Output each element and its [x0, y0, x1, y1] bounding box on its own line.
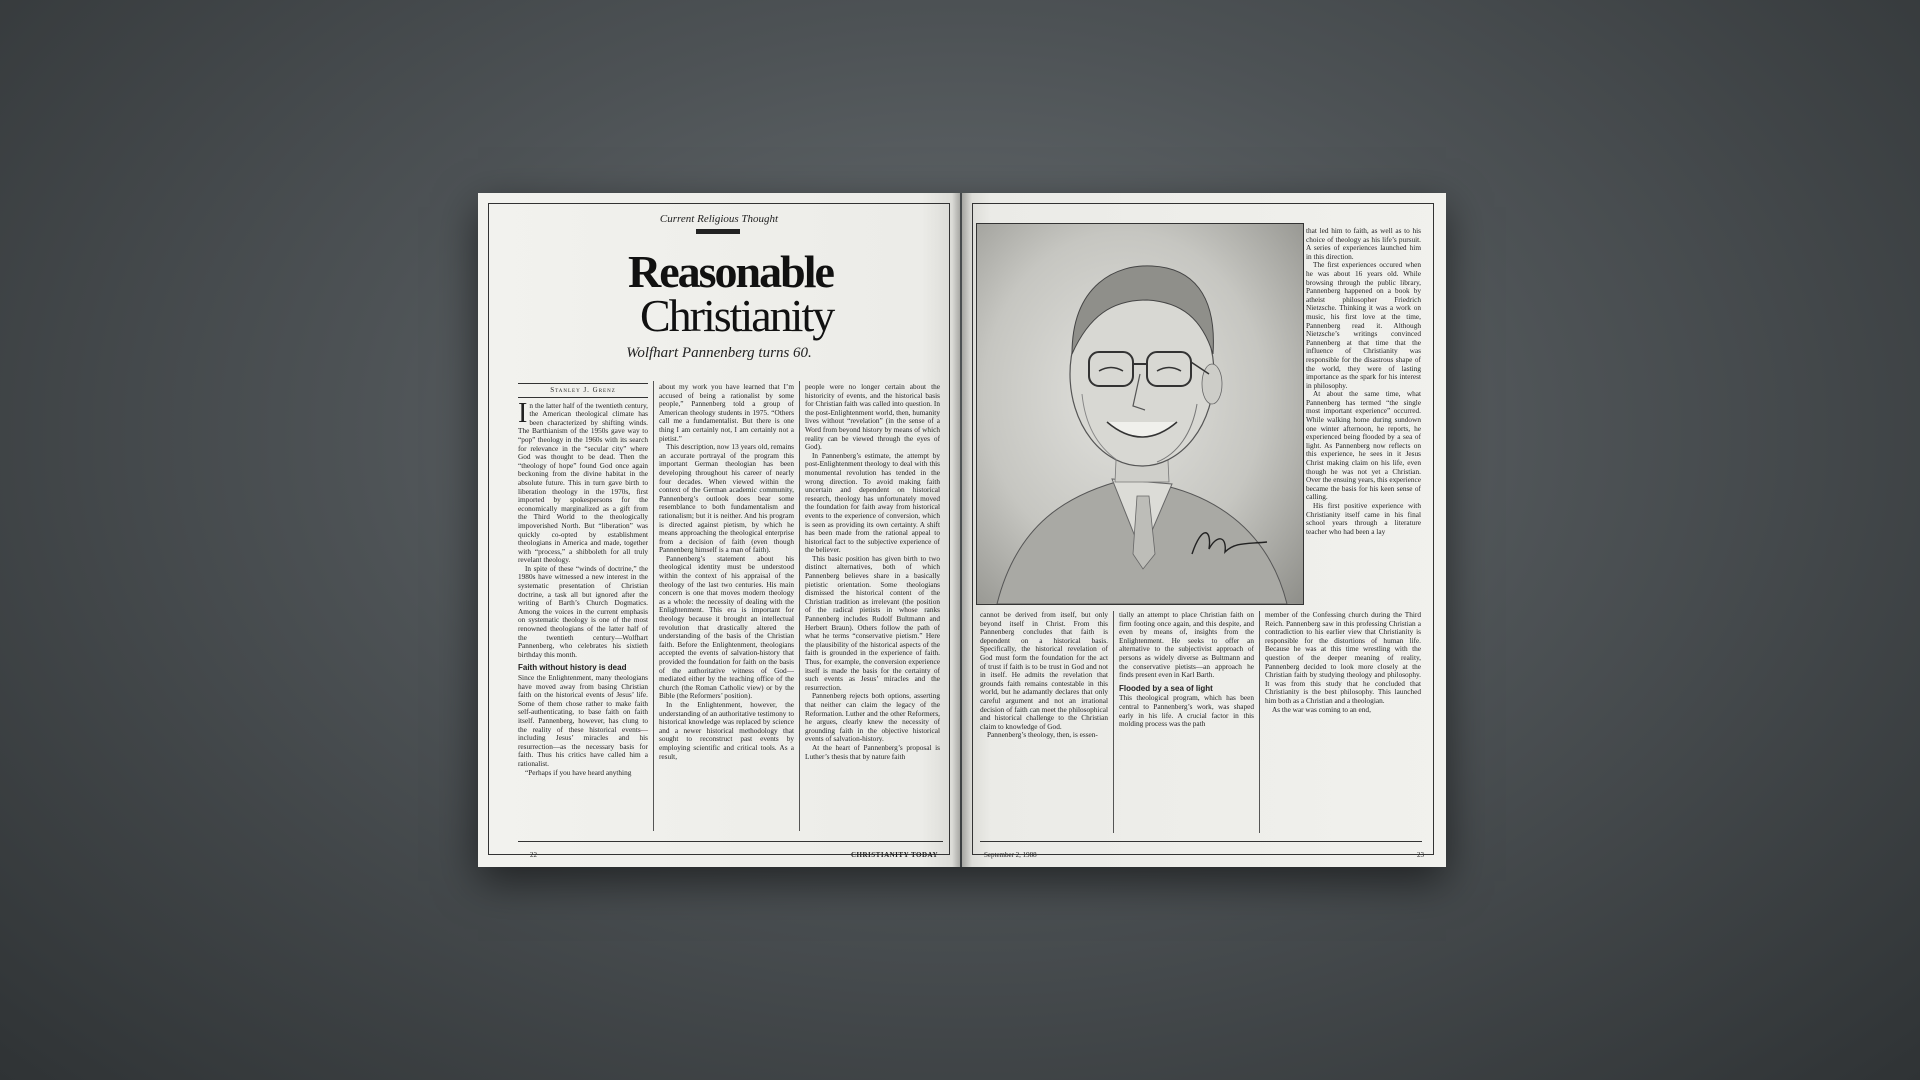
paragraph: member of the Confessing church during the Third Reich. Pannenberg saw in this professing Christian a contradiction to his earlier view that Christianity is responsible for the distortions of human life. Because he was at this time wrestling with the question of the deeper meaning of reality, Pannenberg decided to look more closely at the Christian faith by studying theology and philosophy. It was from this study that he concluded that Christianity is the best philosophy. This launched him both as a Christian and a theologian. — [1265, 611, 1421, 705]
paragraph: Since the Enlightenment, many theologians have moved away from basing Christian faith on the historical events of Jesus’ life. Some of them chose rather to make faith self-authenticating, to base faith on faith itself. Pannenberg, however, has clung to the reality of these historical events—including Jesus’ miracles and his resurrection—as the necessary basis for faith. Thus his critics have called him a rationalist. — [518, 673, 648, 768]
paragraph: Pannenberg rejects both options, asserting that neither can claim the legacy of the Reformation. Luther and the other Reformers, he argues, clearly knew the necessity of grounding faith in the objective historical events of salvation-history. — [805, 691, 940, 744]
byline: Stanley J. Grenz — [518, 383, 648, 398]
paragraph: At about the same time, what Pannenberg has termed “the single most important experience” occurred. While walking home during sundown one winter afternoon, he reports, he experienced being flooded by a sea of light. As Pannenberg now reflects on this experience, he sees in it Jesus Christ making claim on his life, even though he was not yet a Christian. Over the ensuing years, this experience became the basis for his keen sense of calling. — [1306, 389, 1421, 502]
paragraph: In Pannenberg’s estimate, the attempt by post-Enlightenment theology to deal with this monumental revolution has tended in the wrong direction. To avoid making faith uncertain and dependent on historical research, theology has unfortunately moved the foundation for faith away from historical events to the experience of conversion, which is seen as providing its own certainty. A shift has been made from the rational appeal to historical fact to the subjective experience of the believer. — [805, 450, 940, 555]
left-page — [478, 193, 960, 867]
right-page — [962, 193, 1446, 867]
section-heading: Faith without history is dead — [518, 663, 627, 673]
article-deck: Wolfhart Pannenberg turns 60. — [626, 345, 812, 361]
page-number: 23 — [1417, 851, 1424, 859]
section-kicker: Current Religious Thought — [659, 213, 779, 225]
magazine-spread — [478, 193, 1446, 867]
paragraph: cannot be derived from itself, but only beyond itself in Christ. From this Pannenberg concludes that faith is dependent on a historical basis. Specifically, the historical revelation of God must form the foundation for the act of trust if faith is to be trust in God and not in itself. He admits the revelation that grounds faith remains contestable in this world, but he adamantly declares that only careful argument and not an irrational decision of faith can meet the philosophical and historical challenge to the Christian claim to knowledge of God. — [980, 611, 1108, 731]
column-rule — [1259, 611, 1260, 833]
portrait-sketch-icon — [977, 224, 1303, 604]
footer-rule — [518, 841, 943, 842]
article-title-line2: Christianity — [640, 290, 834, 341]
article-column-2 — [659, 383, 794, 831]
paragraph: that led him to faith, as well as to his choice of theology as his life’s pursuit. A series of experiences launched him in this direction. — [1306, 227, 1421, 261]
paragraph: people were no longer certain about the historicity of events, and the historical basis for Christian faith was called into question. In the post-Enlightenment world, then, humanity lives without “revelation” (in the sense of a Word from beyond history by means of which reality can be viewed through the eyes of God). — [805, 383, 940, 452]
column-rule — [653, 381, 654, 831]
page-number: 22 — [530, 851, 537, 859]
drop-cap: I — [518, 397, 528, 429]
paragraph: The first experiences occured when he was about 16 years old. While browsing through the public library, Pannenberg happened on a book by atheist philosopher Friedrich Nietzsche. Thinking it was a work on music, his first love at the time, Pannenberg read it. Although Nietzsche’s writings convinced Pannenberg at that time that the influence of Christianity was responsible for the disastrous shape of the world, they were of lasting importance as the spark for his interest in philosophy. — [1306, 260, 1421, 390]
column-rule — [1113, 611, 1114, 833]
paragraph: Pannenberg’s statement about his theological identity must be understood within the context of his appraisal of the theology of the last two centuries. His main concern is one that moves modern theology as a whole: the necessity of dealing with the Enlightenment. This era is important for theology because it brought an intellectual revolution that drastically altered the understanding of the basis of the Christian faith. Before the Enlightenment, theologians accepted the events of salvation-history that provided the foundation for faith on the basis of the authoritative witness of God—mediated either by the teaching office of the church (the Roman Catholic view) or by the Bible (the Reformers’ position). — [659, 553, 794, 701]
article-column-1 — [518, 383, 648, 831]
footer-rule — [980, 841, 1422, 842]
kicker-bar — [696, 229, 740, 234]
article-column-6 — [1265, 611, 1421, 833]
portrait-illustration — [976, 223, 1304, 605]
gutter-shadow — [952, 193, 972, 867]
paragraph: This description, now 13 years old, remains an accurate portrayal of the program this important German theologian has been developing throughout his career of nearly four decades. When viewed within the context of the German academic community, Pannenberg’s outlook does bear some resemblance to both fundamentalism and rationalism; but it is neither. And his program is directed against pietism, by which he means approaching the theological enterprise from a decision of faith (even though Pannenberg himself is a man of faith). — [659, 442, 794, 555]
article-column-4 — [980, 611, 1108, 833]
issue-date: September 2, 1988 — [984, 851, 1037, 859]
sidebar-column — [1306, 227, 1421, 605]
magazine-name: CHRISTIANITY TODAY — [851, 851, 938, 859]
paragraph: This basic position has given birth to two distinct alternatives, both of which Pannenberg believes share in a basically pietistic orientation. Some theologians dismissed the historical content of the Christian tradition as irrelevant (the position of the radical pietists in whose ranks Pannenberg includes Rudolf Bultmann and Herbert Braun). Others follow the path of what he terms “conservative pietism.” Here the plausibility of the historical aspects of the faith is grounded in the experience of faith. Thus, for example, the conversion experience itself is made the basis for the certainty of such events as Jesus’ miracles and the resurrection. — [805, 553, 940, 692]
paragraph: about my work you have learned that I’m accused of being a rationalist by some people,” Pannenberg told a group of American theology students in 1975. “Others call me a fundamentalist. But there is one thing I am certainly not, I am certainly not a pietist.” — [659, 383, 794, 443]
paragraph: Pannenberg’s theology, then, is essen- — [987, 730, 1098, 740]
column-rule — [799, 381, 800, 831]
paragraph: tially an attempt to place Christian faith on firm footing once again, and this despite, and even by means of, insights from the Enlightenment. He seeks to offer an alternative to the subjectivist approach of persons as widely diverse as Bultmann and the conservative pietists—an approach he finds present even in Karl Barth. — [1119, 611, 1254, 680]
article-title-line1: Reasonable — [628, 246, 833, 297]
article-column-5 — [1119, 611, 1254, 833]
paragraph: In the Enlightenment, however, the understanding of an authoritative testimony to historical knowledge was replaced by science and a newer historical methodology that sought to reconstruct past events by employing scientific and critical tools. As a result, — [659, 699, 794, 761]
paragraph: In the latter half of the twentieth century, the American theological climate has been characterized by shifting winds. The Barthianism of the 1950s gave way to “pop” theology in the 1960s with its search for relevance in the “secular city” where God was thought to be dead. Then the “theology of hope” found God once again beckoning from the divine habitat in the absolute future. This in turn gave birth to liberation theology in the 1970s, first imported by spokespersons for the economically marginalized as a gift from the Third World to the theologically impoverished North. But “liberation” was quickly co-opted by establishment theologians in America and made, together with “process,” a shibboleth for all truly revelant theology. — [518, 397, 648, 565]
section-heading: Flooded by a sea of light — [1119, 683, 1213, 693]
paragraph: “Perhaps if you have heard anything — [525, 767, 632, 777]
paragraph: This theological program, which has been central to Pannenberg’s work, was shaped early in his life. A crucial factor in this molding process was the path — [1119, 693, 1254, 729]
paragraph: His first positive experience with Christianity itself came in his final school years through a literature teacher who had been a lay — [1306, 501, 1421, 536]
paragraph: As the war was coming to an end, — [1272, 704, 1371, 714]
paragraph: In spite of these “winds of doctrine,” the 1980s have witnessed a new interest in the systematic presentation of Christian doctrine, a task all but ignored after the writing of Barth’s Church Dogmatics. Among the voices in the current emphasis on systematic theology is one of the most renowned theologians of the latter half of the twentieth century—Wolfhart Pannenberg, who celebrates his sixtieth birthday this month. — [518, 563, 648, 659]
article-column-3 — [805, 383, 940, 831]
paragraph: At the heart of Pannenberg’s proposal is Luther’s thesis that by nature faith — [805, 742, 940, 761]
